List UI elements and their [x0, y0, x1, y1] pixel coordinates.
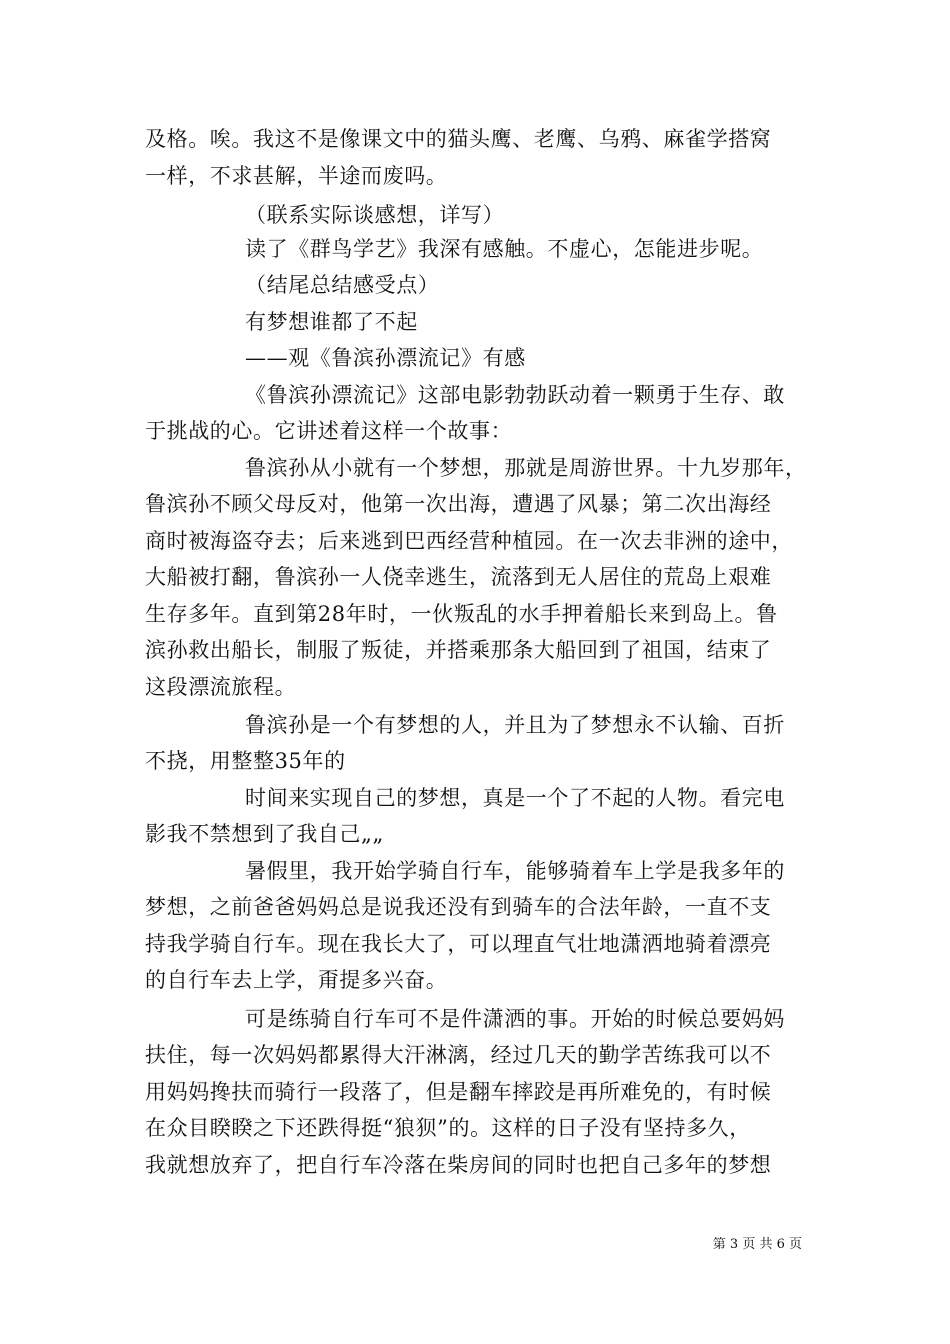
- section-note: （结尾总结感受点）: [245, 273, 440, 297]
- body-line: 用妈妈搀扶而骑行一段落了，但是翻车摔跤是再所难免的，有时候: [145, 1080, 772, 1104]
- body-line: 大船被打翻，鲁滨孙一人侥幸逃生，流落到无人居住的荒岛上艰难: [145, 565, 772, 589]
- body-line: 及格。唉。我这不是像课文中的猫头鹰、老鹰、乌鸦、麻雀学搭窝: [145, 127, 772, 151]
- body-line: 这段漂流旅程。: [145, 675, 297, 699]
- section-note: （联系实际谈感想，详写）: [245, 203, 505, 227]
- essay-subtitle: ——观《鲁滨孙漂流记》有感: [245, 346, 526, 370]
- page-number: 第 3 页 共 6 页: [712, 1237, 802, 1252]
- body-line: 生存多年。直到第28年时，一伙叛乱的水手押着船长来到岛上。鲁: [145, 602, 778, 626]
- body-line: 不挠，用整整35年的: [145, 749, 346, 773]
- body-line: 鲁滨孙不顾父母反对，他第一次出海，遭遇了风暴；第二次出海经: [145, 492, 772, 516]
- body-line: 在众目睽睽之下还跌得挺“狼狈”的。这样的日子没有坚持多久，: [145, 1116, 751, 1140]
- body-line: 持我学骑自行车。现在我长大了，可以理直气壮地潇洒地骑着漂亮: [145, 932, 772, 956]
- body-line: 一样，不求甚解，半途而废吗。: [145, 164, 448, 188]
- body-line: 影我不禁想到了我自己„„: [145, 822, 384, 846]
- body-line: 暑假里，我开始学骑自行车，能够骑着车上学是我多年的: [245, 859, 785, 883]
- body-line: 鲁滨孙是一个有梦想的人，并且为了梦想永不认输、百折: [245, 713, 785, 737]
- body-line: 于挑战的心。它讲述着这样一个故事：: [145, 419, 513, 443]
- body-line: 的自行车去上学，甭提多兴奋。: [145, 968, 448, 992]
- body-line: 《鲁滨孙漂流记》这部电影勃勃跃动着一颗勇于生存、敢: [245, 383, 785, 407]
- body-line: 可是练骑自行车可不是件潇洒的事。开始的时候总要妈妈: [245, 1007, 785, 1031]
- body-line: 滨孙救出船长，制服了叛徒，并搭乘那条大船回到了祖国，结束了: [145, 638, 772, 662]
- body-line: 商时被海盗夺去；后来逃到巴西经营种植园。在一次去非洲的途中，: [145, 529, 793, 553]
- body-line: 时间来实现自己的梦想，真是一个了不起的人物。看完电: [245, 786, 785, 810]
- body-line: 我就想放弃了，把自行车冷落在柴房间的同时也把自己多年的梦想: [145, 1153, 772, 1177]
- body-line: 梦想，之前爸爸妈妈总是说我还没有到骑车的合法年龄，一直不支: [145, 895, 772, 919]
- body-line: 扶住，每一次妈妈都累得大汗淋漓，经过几天的勤学苦练我可以不: [145, 1043, 772, 1067]
- body-line: 鲁滨孙从小就有一个梦想，那就是周游世界。十九岁那年，: [245, 456, 807, 480]
- body-line: 读了《群鸟学艺》我深有感触。不虚心，怎能进步呢。: [245, 237, 764, 261]
- essay-title: 有梦想谁都了不起: [245, 310, 418, 334]
